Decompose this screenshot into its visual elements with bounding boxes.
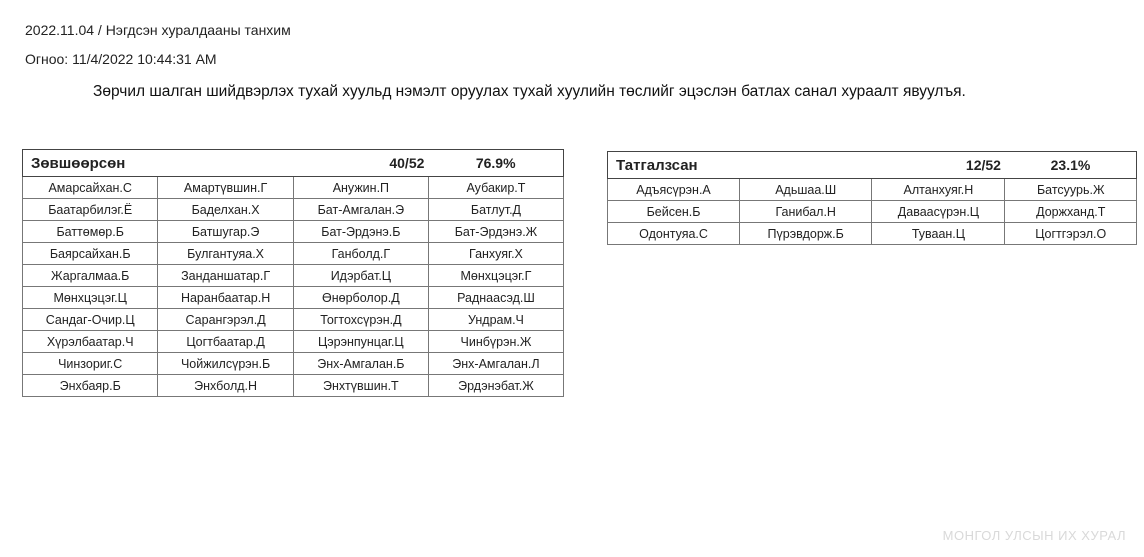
rejected-count: 12/52 — [872, 152, 1005, 179]
member-name-cell: Ганболд.Г — [293, 243, 428, 265]
member-name-cell: Энх-Амгалан.Б — [293, 353, 428, 375]
member-name-cell: Энхбаяр.Б — [23, 375, 158, 397]
approved-percent: 76.9% — [428, 150, 563, 177]
member-name-cell: Баатарбилэг.Ё — [23, 199, 158, 221]
member-name-cell: Цогтбаатар.Д — [158, 331, 293, 353]
table-row — [23, 309, 564, 331]
member-name-cell: Булгантуяа.Х — [158, 243, 293, 265]
member-name-cell: Занданшатар.Г — [158, 265, 293, 287]
member-name-cell: Ундрам.Ч — [428, 309, 563, 331]
approved-table — [22, 149, 564, 397]
table-row — [23, 177, 564, 199]
member-name-cell: Жаргалмаа.Б — [23, 265, 158, 287]
table-row — [608, 223, 1137, 245]
approved-rows — [23, 177, 564, 397]
member-name-cell: Даваасүрэн.Ц — [872, 201, 1005, 223]
member-name-cell: Доржханд.Т — [1005, 201, 1137, 223]
rejected-percent: 23.1% — [1005, 152, 1137, 179]
rejected-header-row — [608, 152, 1137, 179]
member-name-cell: Эрдэнэбат.Ж — [428, 375, 563, 397]
member-name-cell: Одонтуяа.С — [608, 223, 740, 245]
member-name-cell: Аубакир.Т — [428, 177, 563, 199]
rejected-title: Татгалзсан — [608, 152, 872, 179]
member-name-cell: Анужин.П — [293, 177, 428, 199]
member-name-cell: Туваан.Ц — [872, 223, 1005, 245]
member-name-cell: Бат-Эрдэнэ.Б — [293, 221, 428, 243]
member-name-cell: Цогтгэрэл.О — [1005, 223, 1137, 245]
member-name-cell: Бат-Амгалан.Э — [293, 199, 428, 221]
member-name-cell: Энхболд.Н — [158, 375, 293, 397]
table-row — [23, 375, 564, 397]
member-name-cell: Энх-Амгалан.Л — [428, 353, 563, 375]
member-name-cell: Энхтүвшин.Т — [293, 375, 428, 397]
table-row — [23, 199, 564, 221]
approved-title: Зөвшөөрсөн — [23, 150, 294, 177]
table-row — [23, 287, 564, 309]
member-name-cell: Раднаасэд.Ш — [428, 287, 563, 309]
approved-count: 40/52 — [293, 150, 428, 177]
member-name-cell: Сандаг-Очир.Ц — [23, 309, 158, 331]
member-name-cell: Тогтохсүрэн.Д — [293, 309, 428, 331]
member-name-cell: Адьшаа.Ш — [740, 179, 872, 201]
member-name-cell: Чинзориг.С — [23, 353, 158, 375]
member-name-cell: Чинбүрэн.Ж — [428, 331, 563, 353]
table-row — [23, 353, 564, 375]
member-name-cell: Чойжилсүрэн.Б — [158, 353, 293, 375]
member-name-cell: Батшугар.Э — [158, 221, 293, 243]
member-name-cell: Амарсайхан.С — [23, 177, 158, 199]
motion-text: Зөрчил шалган шийдвэрлэх тухай хуульд нэмэлт оруулах тухай хуулийн төслийг эцэслэн батлах санал хураалт явуулъя. — [93, 83, 966, 100]
member-name-cell: Адъясүрэн.А — [608, 179, 740, 201]
member-name-cell: Пүрэвдорж.Б — [740, 223, 872, 245]
member-name-cell: Алтанхуяг.Н — [872, 179, 1005, 201]
member-name-cell: Мөнхцэцэг.Ц — [23, 287, 158, 309]
table-row — [23, 221, 564, 243]
watermark-text: МОНГОЛ УЛСЫН ИХ ХУРАЛ — [942, 528, 1126, 543]
member-name-cell: Баярсайхан.Б — [23, 243, 158, 265]
member-name-cell: Бейсен.Б — [608, 201, 740, 223]
member-name-cell: Баделхан.Х — [158, 199, 293, 221]
rejected-table — [607, 151, 1137, 245]
member-name-cell: Өнөрболор.Д — [293, 287, 428, 309]
member-name-cell: Амартүвшин.Г — [158, 177, 293, 199]
table-row — [23, 243, 564, 265]
session-info: 2022.11.04 / Нэгдсэн хуралдааны танхим — [25, 22, 291, 38]
member-name-cell: Баттөмөр.Б — [23, 221, 158, 243]
rejected-rows — [608, 179, 1137, 245]
member-name-cell: Хүрэлбаатар.Ч — [23, 331, 158, 353]
table-row — [608, 179, 1137, 201]
member-name-cell: Ганхуяг.Х — [428, 243, 563, 265]
member-name-cell: Цэрэнпунцаг.Ц — [293, 331, 428, 353]
member-name-cell: Сарангэрэл.Д — [158, 309, 293, 331]
vote-date: Огноо: 11/4/2022 10:44:31 AM — [25, 51, 217, 67]
member-name-cell: Бат-Эрдэнэ.Ж — [428, 221, 563, 243]
approved-header-row — [23, 150, 564, 177]
table-row — [608, 201, 1137, 223]
table-row — [23, 331, 564, 353]
member-name-cell: Наранбаатар.Н — [158, 287, 293, 309]
table-row — [23, 265, 564, 287]
member-name-cell: Батлут.Д — [428, 199, 563, 221]
member-name-cell: Батсуурь.Ж — [1005, 179, 1137, 201]
member-name-cell: Идэрбат.Ц — [293, 265, 428, 287]
member-name-cell: Мөнхцэцэг.Г — [428, 265, 563, 287]
member-name-cell: Ганибал.Н — [740, 201, 872, 223]
